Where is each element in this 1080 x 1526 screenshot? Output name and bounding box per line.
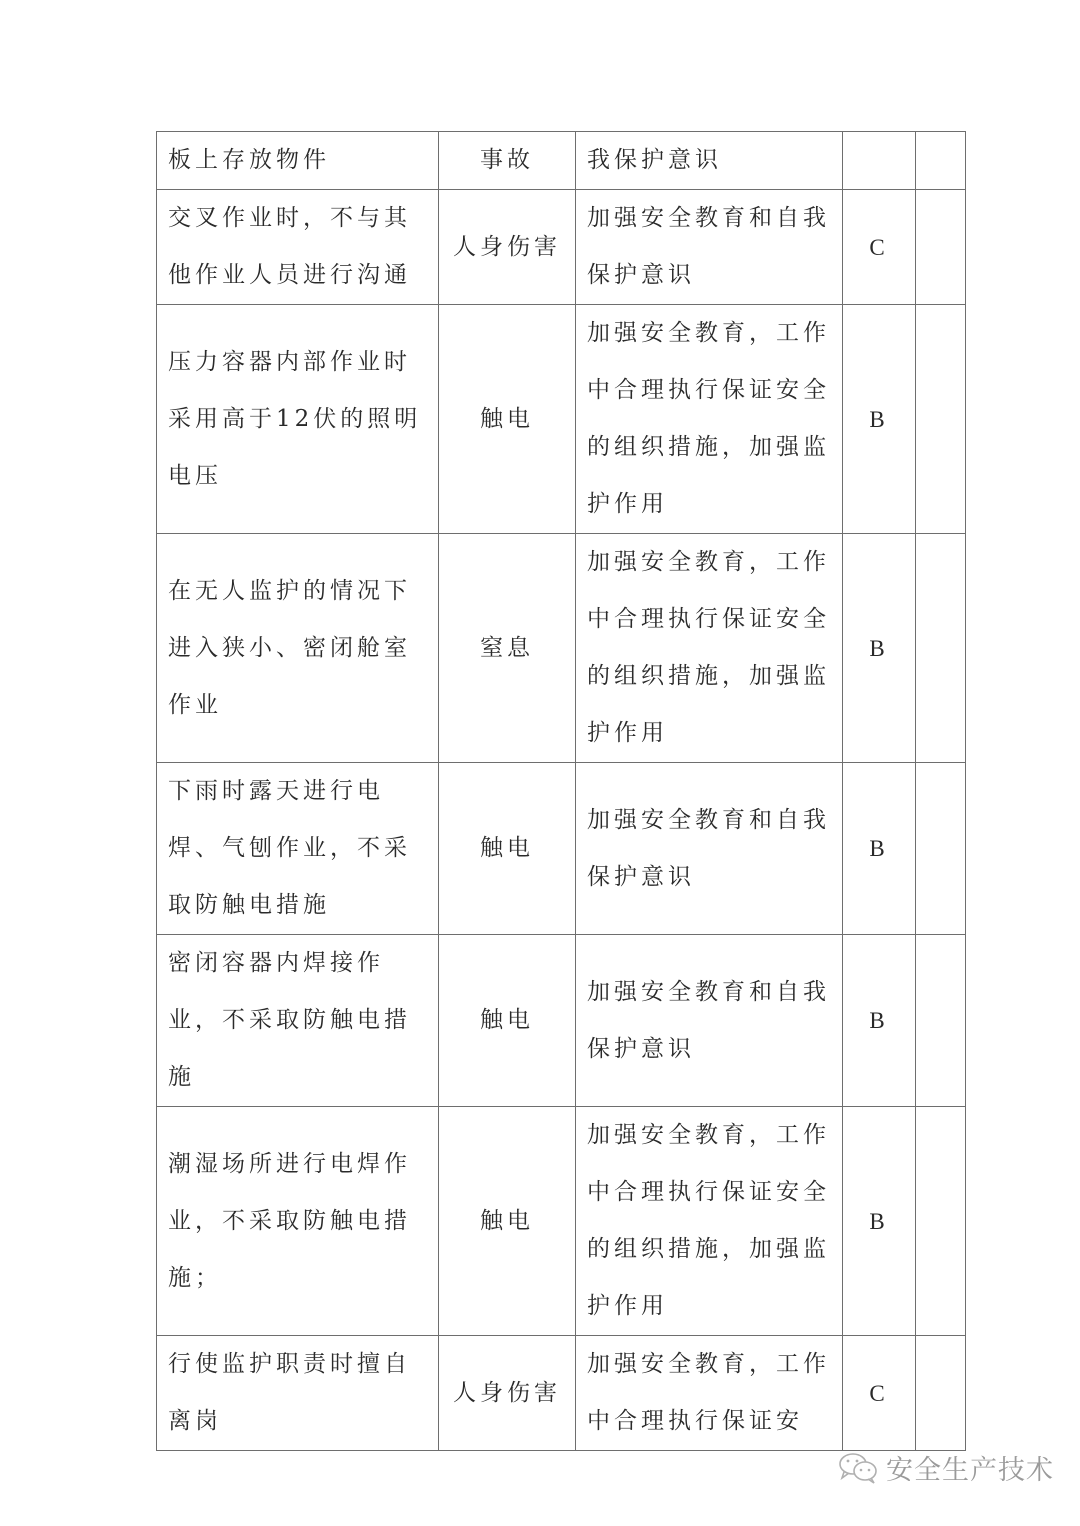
consequence-cell: 人身伤害	[439, 190, 576, 305]
table-row	[157, 763, 966, 935]
hazard-cell: 潮湿场所进行电焊作业，不采取防触电措施；	[157, 1107, 439, 1336]
extra-cell	[916, 763, 966, 935]
table-row	[157, 1107, 966, 1336]
risk-level-cell: B	[843, 763, 916, 935]
hazard-cell: 密闭容器内焊接作业，不采取防触电措施	[157, 935, 439, 1107]
risk-level-cell: B	[843, 935, 916, 1107]
hazard-cell: 压力容器内部作业时采用高于12伏的照明电压	[157, 305, 439, 534]
measure-cell: 我保护意识	[576, 132, 843, 190]
extra-cell	[916, 935, 966, 1107]
consequence-cell: 触电	[439, 1107, 576, 1336]
consequence-cell: 事故	[439, 132, 576, 190]
table-row	[157, 190, 966, 305]
risk-level-cell: B	[843, 534, 916, 763]
table-row	[157, 305, 966, 534]
table-row	[157, 1336, 966, 1451]
measure-cell: 加强安全教育，工作中合理执行保证安全的组织措施，加强监护作用	[576, 534, 843, 763]
measure-cell: 加强安全教育和自我保护意识	[576, 190, 843, 305]
measure-cell: 加强安全教育和自我保护意识	[576, 935, 843, 1107]
consequence-cell: 触电	[439, 305, 576, 534]
risk-level-cell	[843, 132, 916, 190]
hazard-cell: 交叉作业时，不与其他作业人员进行沟通	[157, 190, 439, 305]
risk-level-cell: C	[843, 190, 916, 305]
extra-cell	[916, 1107, 966, 1336]
consequence-cell: 触电	[439, 935, 576, 1107]
hazard-cell: 行使监护职责时擅自离岗	[157, 1336, 439, 1451]
extra-cell	[916, 190, 966, 305]
extra-cell	[916, 1336, 966, 1451]
watermark-text: 安全生产技术	[886, 1455, 1054, 1486]
consequence-cell: 触电	[439, 763, 576, 935]
watermark	[838, 1448, 1054, 1487]
measure-cell: 加强安全教育，工作中合理执行保证安	[576, 1336, 843, 1451]
risk-level-cell: C	[843, 1336, 916, 1451]
table-row	[157, 935, 966, 1107]
risk-assessment-table	[156, 131, 966, 1451]
table-row	[157, 132, 966, 190]
table-row	[157, 534, 966, 763]
hazard-cell: 在无人监护的情况下进入狭小、密闭舱室作业	[157, 534, 439, 763]
hazard-cell: 下雨时露天进行电焊、气刨作业，不采取防触电措施	[157, 763, 439, 935]
risk-level-cell: B	[843, 1107, 916, 1336]
measure-cell: 加强安全教育，工作中合理执行保证安全的组织措施，加强监护作用	[576, 1107, 843, 1336]
extra-cell	[916, 305, 966, 534]
extra-cell	[916, 132, 966, 190]
consequence-cell: 窒息	[439, 534, 576, 763]
hazard-cell: 板上存放物件	[157, 132, 439, 190]
wechat-icon	[838, 1452, 880, 1484]
risk-level-cell: B	[843, 305, 916, 534]
measure-cell: 加强安全教育和自我保护意识	[576, 763, 843, 935]
measure-cell: 加强安全教育，工作中合理执行保证安全的组织措施，加强监护作用	[576, 305, 843, 534]
consequence-cell: 人身伤害	[439, 1336, 576, 1451]
extra-cell	[916, 534, 966, 763]
